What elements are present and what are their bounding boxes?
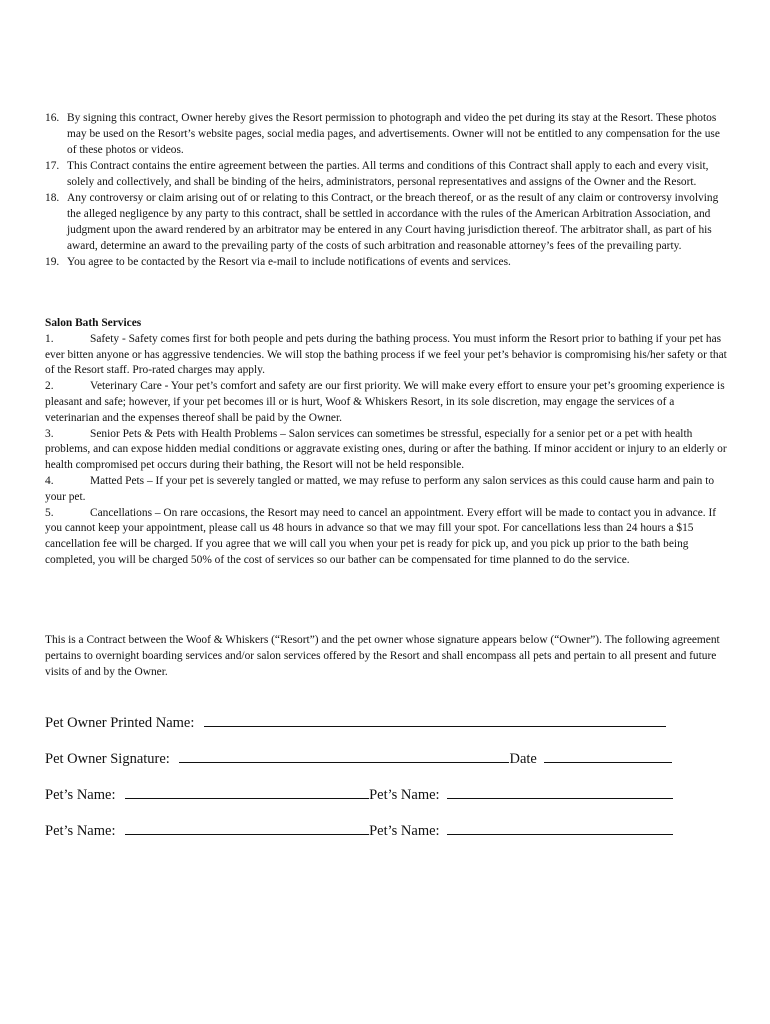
term-number: 16. <box>45 112 60 124</box>
owner-printed-name-field[interactable] <box>204 712 666 727</box>
salon-item-number: 2. <box>45 380 54 393</box>
pets-name-row-2 <box>45 820 673 840</box>
pets-name-row-1 <box>45 784 673 804</box>
pets-name-field[interactable] <box>447 820 673 835</box>
owner-signature-label: Pet Owner Signature: <box>45 751 170 767</box>
term-item <box>45 158 725 190</box>
salon-item-number: 4. <box>45 474 54 487</box>
pets-name-label: Pet’s Name: <box>45 787 116 803</box>
term-text: By signing this contract, Owner hereby gives the Resort permission to photograph and video the pet during its stay at the Resort. These photos may be used on the Resort’s website pages, social media pages, and advertisements. Owner will not be entitled to any compensation for the use of these photos or videos. <box>67 112 720 156</box>
pets-name-label: Pet’s Name: <box>45 823 116 839</box>
owner-printed-name-row <box>45 712 666 732</box>
salon-item <box>45 379 727 426</box>
salon-item-text: Senior Pets & Pets with Health Problems – Salon services can sometimes be stressful, especially for a senior pet or a pet with health problems, and can expose hidden medial conditions or aggravate existing ones, during or after the bathing. If minor accident or injury to an elderly or health compromised pet occurs during their bathing, the Resort will not be held responsible. <box>45 427 727 472</box>
salon-item-number: 3. <box>45 427 54 440</box>
term-number: 18. <box>45 192 60 204</box>
salon-bath-services-section <box>45 316 727 569</box>
pets-name-label: Pet’s Name: <box>369 823 440 839</box>
term-text: Any controversy or claim arising out of or relating to this Contract, or the breach thereof, or as the result of any claim or controversy involving the alleged negligence by any party to this contract, shall be settled in accordance with the rules of the American Arbitration Association, and judgment upon the award rendered by an arbitrator may be entered in any Court having jurisdiction thereof. The arbitrator shall, as part of his award, determine an award to the prevailing party of the costs of such arbitration and reasonable attorney’s fees of the prevailing party. <box>67 192 719 252</box>
section-heading: Salon Bath Services <box>45 317 142 329</box>
contract-intro-paragraph: This is a Contract between the Woof & Whiskers (“Resort”) and the pet owner whose signature appears below (“Owner”). The following agreement pertains to overnight boarding services and/or salon services offered by the Resort and shall encompass all pets and pertain to all present and future visits of and by the Owner. <box>45 634 720 678</box>
salon-item-text: Matted Pets – If your pet is severely tangled or matted, we may refuse to perform any salon services as this could cause harm and pain to your pet. <box>45 474 715 503</box>
salon-item-text: Veterinary Care - Your pet’s comfort and safety are our first priority. We will make every effort to ensure your pet’s grooming experience is pleasant and safe; however, if your pet becomes ill or is hurt, Woof & Whiskers Resort, in its sole discretion, may engage the services of a veterinarian and the expenses thereof shall be paid by the Owner. <box>45 380 725 424</box>
owner-signature-field[interactable] <box>179 748 509 763</box>
pets-name-label: Pet’s Name: <box>369 787 440 803</box>
term-item <box>45 190 725 254</box>
date-field[interactable] <box>544 748 672 763</box>
salon-item-text: Cancellations – On rare occasions, the Resort may need to cancel an appointment. Every effort will be made to contact you in advance. If you cannot keep your appointment, please call us 48 hours in advance so that we may fill your spot. For cancellations less than 24 hours a $15 cancellation fee will be charged. If you agree that we will call you when your pet is ready for pick up, and you pick up prior to the bath being completed, you will be charged 50% of the cost of services so our bather can be compensated for time planned to do the service. <box>45 506 717 566</box>
terms-list <box>45 110 725 270</box>
term-text: You agree to be contacted by the Resort via e-mail to include notifications of events and services. <box>67 256 511 268</box>
salon-item-text: Safety - Safety comes first for both people and pets during the bathing process. You must inform the Resort prior to bathing if your pet has ever bitten anyone or has aggressive tendencies. We will stop the bathing process if we feel your pet’s behavior is compromising his/her safety or that of the Resort staff. Pro-rated charges may apply. <box>45 332 727 377</box>
salon-item <box>45 427 727 474</box>
pets-name-field[interactable] <box>125 784 369 799</box>
salon-item <box>45 506 727 569</box>
salon-item <box>45 474 727 506</box>
owner-printed-name-label: Pet Owner Printed Name: <box>45 715 195 731</box>
term-text: This Contract contains the entire agreement between the parties. All terms and conditions of this Contract shall apply to each and every visit, solely and collectively, and shall be binding of the heirs, administrators, personal representatives and assigns of the Owner and the Resort. <box>67 160 709 188</box>
term-number: 17. <box>45 160 60 172</box>
owner-signature-row <box>45 748 672 768</box>
term-item <box>45 254 725 270</box>
term-number: 19. <box>45 256 60 268</box>
pets-name-field[interactable] <box>447 784 673 799</box>
salon-item-number: 5. <box>45 506 54 519</box>
pets-name-field[interactable] <box>125 820 369 835</box>
salon-item <box>45 332 727 379</box>
date-label: Date <box>509 751 537 767</box>
salon-item-number: 1. <box>45 332 54 345</box>
term-item <box>45 110 725 158</box>
